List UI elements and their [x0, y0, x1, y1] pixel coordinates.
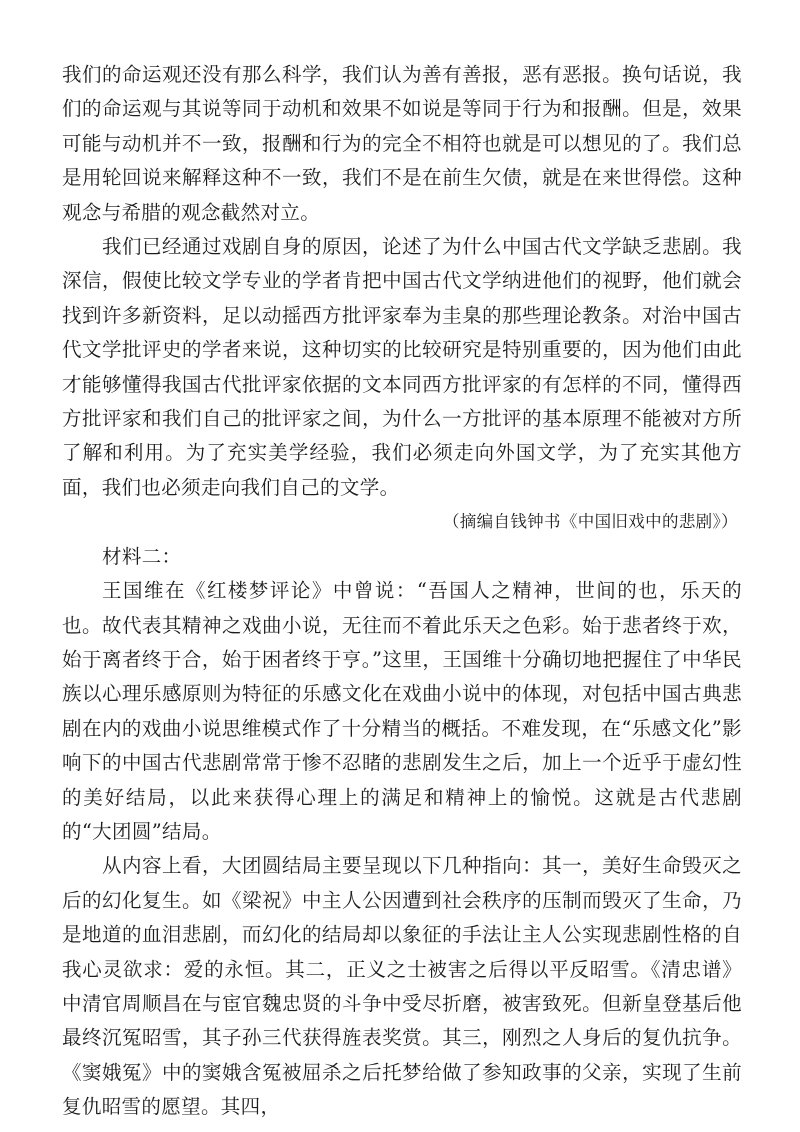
paragraph-grand-reunion-types: 从内容上看，大团圆结局主要呈现以下几种指向：其一，美好生命毁灭之后的幻化复生。如《梁祝》中主人公因遭到社会秩序的压制而毁灭了生命，乃是地道的血泪悲剧，而幻化的结局却以象征的手法让主人公实现悲剧性格的自我心灵欲求：爱的永恒。其二，正义之士被害之后得以平反昭雪。《清忠谱》中清官周顺昌在与宦官魏忠贤的斗争中受尽折磨，被害致死。但新皇登基后他最终沉冤昭雪，其子孙三代获得旌表奖赏。其三，刚烈之人身后的复仇抗争。《窦娥冤》中的窦娥含冤被屈杀之后托梦给做了参知政事的父亲，实现了生前复仇昭雪的愿望。其四，	[62, 854, 742, 1119]
paragraph-comparative-literature: 我们已经通过戏剧自身的原因，论述了为什么中国古代文学缺乏悲剧。我深信，假使比较文学专业的学者肯把中国古代文学纳进他们的视野，他们就会找到许多新资料，足以动摇西方批评家奉为圭臬的那些理论教条。对治中国古代文学批评史的学者来说，这种切实的比较研究是特别重要的，因为他们由此才能够懂得我国古代批评家依据的文本同西方批评家的有怎样的不同，懂得西方批评家和我们自己的批评家之间，为什么一方批评的基本原理不能被对方所了解和利用。为了充实美学经验，我们必须走向外国文学，为了充实其他方面，我们也必须走向我们自己的文学。	[62, 235, 742, 499]
document-body	[62, 58, 742, 1125]
material-two-label: 材料二：	[102, 544, 182, 568]
source-citation: （摘编自钱钟书《中国旧戏中的悲剧》）	[442, 512, 738, 532]
paragraph-fate-view: 我们的命运观还没有那么科学，我们认为善有善报，恶有恶报。换句话说，我们的命运观与其说等同于动机和效果不如说是等同于行为和报酬。但是，效果可能与动机并不一致，报酬和行为的完全不相符也就是可以想见的了。我们总是用轮回说来解释这种不一致，我们不是在前生欠债，就是在来世得偿。这种观念与希腊的观念截然对立。	[62, 63, 742, 224]
paragraph-wang-guowei: 王国维在《红楼梦评论》中曾说：“吾国人之精神，世间的也，乐天的也。故代表其精神之戏曲小说，无往而不着此乐天之色彩。始于悲者终于欢，始于离者终于合，始于困者终于亨。”这里，王国维十分确切地把握住了中华民族以心理乐感原则为特征的乐感文化在戏曲小说中的体现，对包括中国古典悲剧在内的戏曲小说思维模式作了十分精当的概括。不难发现，在“乐感文化”影响下的中国古代悲剧常常于惨不忍睹的悲剧发生之后，加上一个近乎于虚幻性的美好结局，以此来获得心理上的满足和精神上的愉悦。这就是古代悲剧的“大团圆”结局。	[62, 579, 742, 843]
